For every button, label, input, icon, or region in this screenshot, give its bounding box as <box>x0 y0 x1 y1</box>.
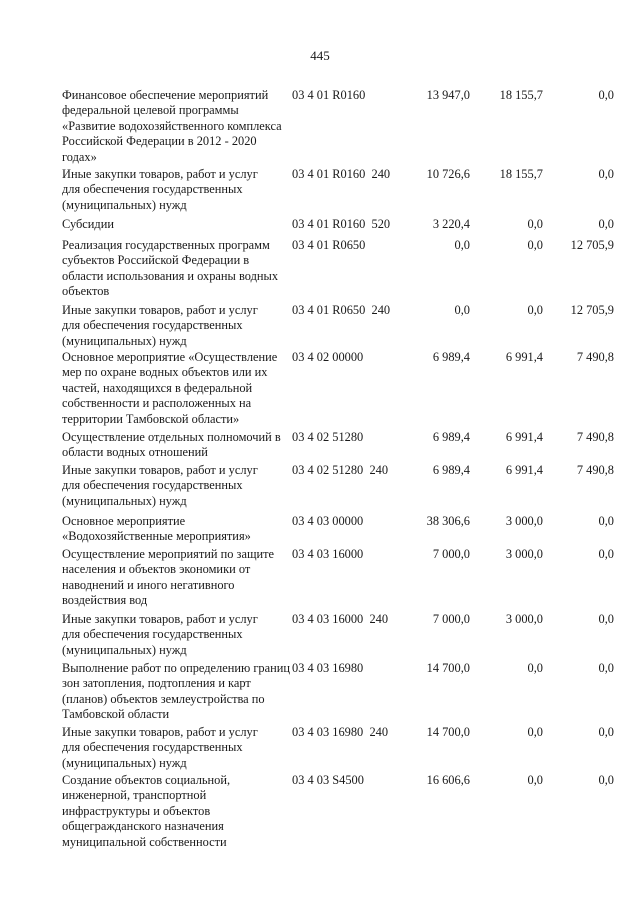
row-name: Иные закупки товаров, работ и услуг для обеспечения государственных (муниципальных) нужд <box>62 303 258 348</box>
row-name: Осуществление мероприятий по защите населения и объектов экономики от наводнений и иного негативного воздействия вод <box>62 547 275 608</box>
row-value-1: 0,0 <box>454 303 470 317</box>
row-value-3: 0,0 <box>598 217 614 231</box>
row-value-2: 0,0 <box>527 303 543 317</box>
row-value-2: 6 991,4 <box>505 430 543 444</box>
row-value-1: 7 000,0 <box>432 547 470 561</box>
row-value-2: 6 991,4 <box>505 463 543 477</box>
row-code: 03 4 03 16980 240 <box>292 725 389 739</box>
row-value-1: 0,0 <box>454 238 470 252</box>
row-code: 03 4 03 00000 <box>292 514 364 528</box>
row-code: 03 4 01 R0160 520 <box>292 217 391 231</box>
row-value-3: 12 705,9 <box>570 238 614 252</box>
row-code: 03 4 03 S4500 <box>292 773 364 787</box>
row-name: Субсидии <box>62 217 114 231</box>
row-value-3: 7 490,8 <box>576 463 614 477</box>
row-code: 03 4 01 R0160 240 <box>292 167 391 181</box>
row-value-3: 12 705,9 <box>570 303 614 317</box>
row-value-2: 0,0 <box>527 773 543 787</box>
row-name: Реализация государственных программ субъектов Российской Федерации в области использования и охраны водных объектов <box>62 238 279 299</box>
row-name: Создание объектов социальной, инженерной, транспортной инфраструктуры и объектов общегражданского назначения муниципальной собственности <box>62 773 231 849</box>
row-value-1: 16 606,6 <box>426 773 470 787</box>
row-value-2: 3 000,0 <box>505 547 543 561</box>
row-code: 03 4 02 51280 <box>292 430 364 444</box>
row-value-3: 0,0 <box>598 612 614 626</box>
row-name: Осуществление отдельных полномочий в области водных отношений <box>62 430 281 460</box>
row-value-1: 6 989,4 <box>432 430 470 444</box>
row-value-1: 6 989,4 <box>432 350 470 364</box>
row-value-3: 0,0 <box>598 167 614 181</box>
row-code: 03 4 03 16000 <box>292 547 364 561</box>
row-value-3: 0,0 <box>598 514 614 528</box>
row-value-3: 0,0 <box>598 547 614 561</box>
row-value-1: 3 220,4 <box>432 217 470 231</box>
row-value-2: 18 155,7 <box>499 167 543 181</box>
row-name: Основное мероприятие «Водохозяйственные мероприятия» <box>62 514 251 544</box>
row-value-2: 0,0 <box>527 725 543 739</box>
row-value-2: 0,0 <box>527 661 543 675</box>
row-value-2: 0,0 <box>527 238 543 252</box>
row-value-2: 18 155,7 <box>499 88 543 102</box>
row-value-3: 0,0 <box>598 661 614 675</box>
row-code: 03 4 02 51280 240 <box>292 463 389 477</box>
row-code: 03 4 01 R0160 <box>292 88 366 102</box>
row-value-1: 14 700,0 <box>426 661 470 675</box>
row-name: Основное мероприятие «Осуществление мер по охране водных объектов или их частей, находящихся в федеральной собственности и расположенных на территории Тамбовской области» <box>62 350 278 426</box>
row-value-1: 7 000,0 <box>432 612 470 626</box>
row-value-3: 0,0 <box>598 88 614 102</box>
row-value-2: 3 000,0 <box>505 612 543 626</box>
row-value-3: 0,0 <box>598 725 614 739</box>
row-name: Иные закупки товаров, работ и услуг для обеспечения государственных (муниципальных) нужд <box>62 612 258 657</box>
row-value-2: 0,0 <box>527 217 543 231</box>
page-number: 445 <box>310 48 330 63</box>
row-value-1: 10 726,6 <box>426 167 470 181</box>
row-name: Финансовое обеспечение мероприятий федеральной целевой программы «Развитие водохозяйственного комплекса Российской Федерации в 2012 - 2020 годах» <box>62 88 282 164</box>
row-value-2: 3 000,0 <box>505 514 543 528</box>
row-value-3: 0,0 <box>598 773 614 787</box>
row-value-1: 13 947,0 <box>426 88 470 102</box>
row-name: Иные закупки товаров, работ и услуг для обеспечения государственных (муниципальных) нужд <box>62 725 258 770</box>
row-code: 03 4 03 16980 <box>292 661 364 675</box>
row-value-1: 14 700,0 <box>426 725 470 739</box>
row-code: 03 4 01 R0650 240 <box>292 303 391 317</box>
row-name: Иные закупки товаров, работ и услуг для обеспечения государственных (муниципальных) нужд <box>62 463 258 508</box>
row-code: 03 4 03 16000 240 <box>292 612 389 626</box>
row-name: Иные закупки товаров, работ и услуг для обеспечения государственных (муниципальных) нужд <box>62 167 258 212</box>
row-code: 03 4 01 R0650 <box>292 238 366 252</box>
row-value-3: 7 490,8 <box>576 350 614 364</box>
row-value-3: 7 490,8 <box>576 430 614 444</box>
row-name: Выполнение работ по определению границ зон затопления, подтопления и карт (планов) объектов землеустройства по Тамбовской области <box>62 661 291 722</box>
row-value-1: 38 306,6 <box>426 514 470 528</box>
row-code: 03 4 02 00000 <box>292 350 364 364</box>
row-value-1: 6 989,4 <box>432 463 470 477</box>
row-value-2: 6 991,4 <box>505 350 543 364</box>
